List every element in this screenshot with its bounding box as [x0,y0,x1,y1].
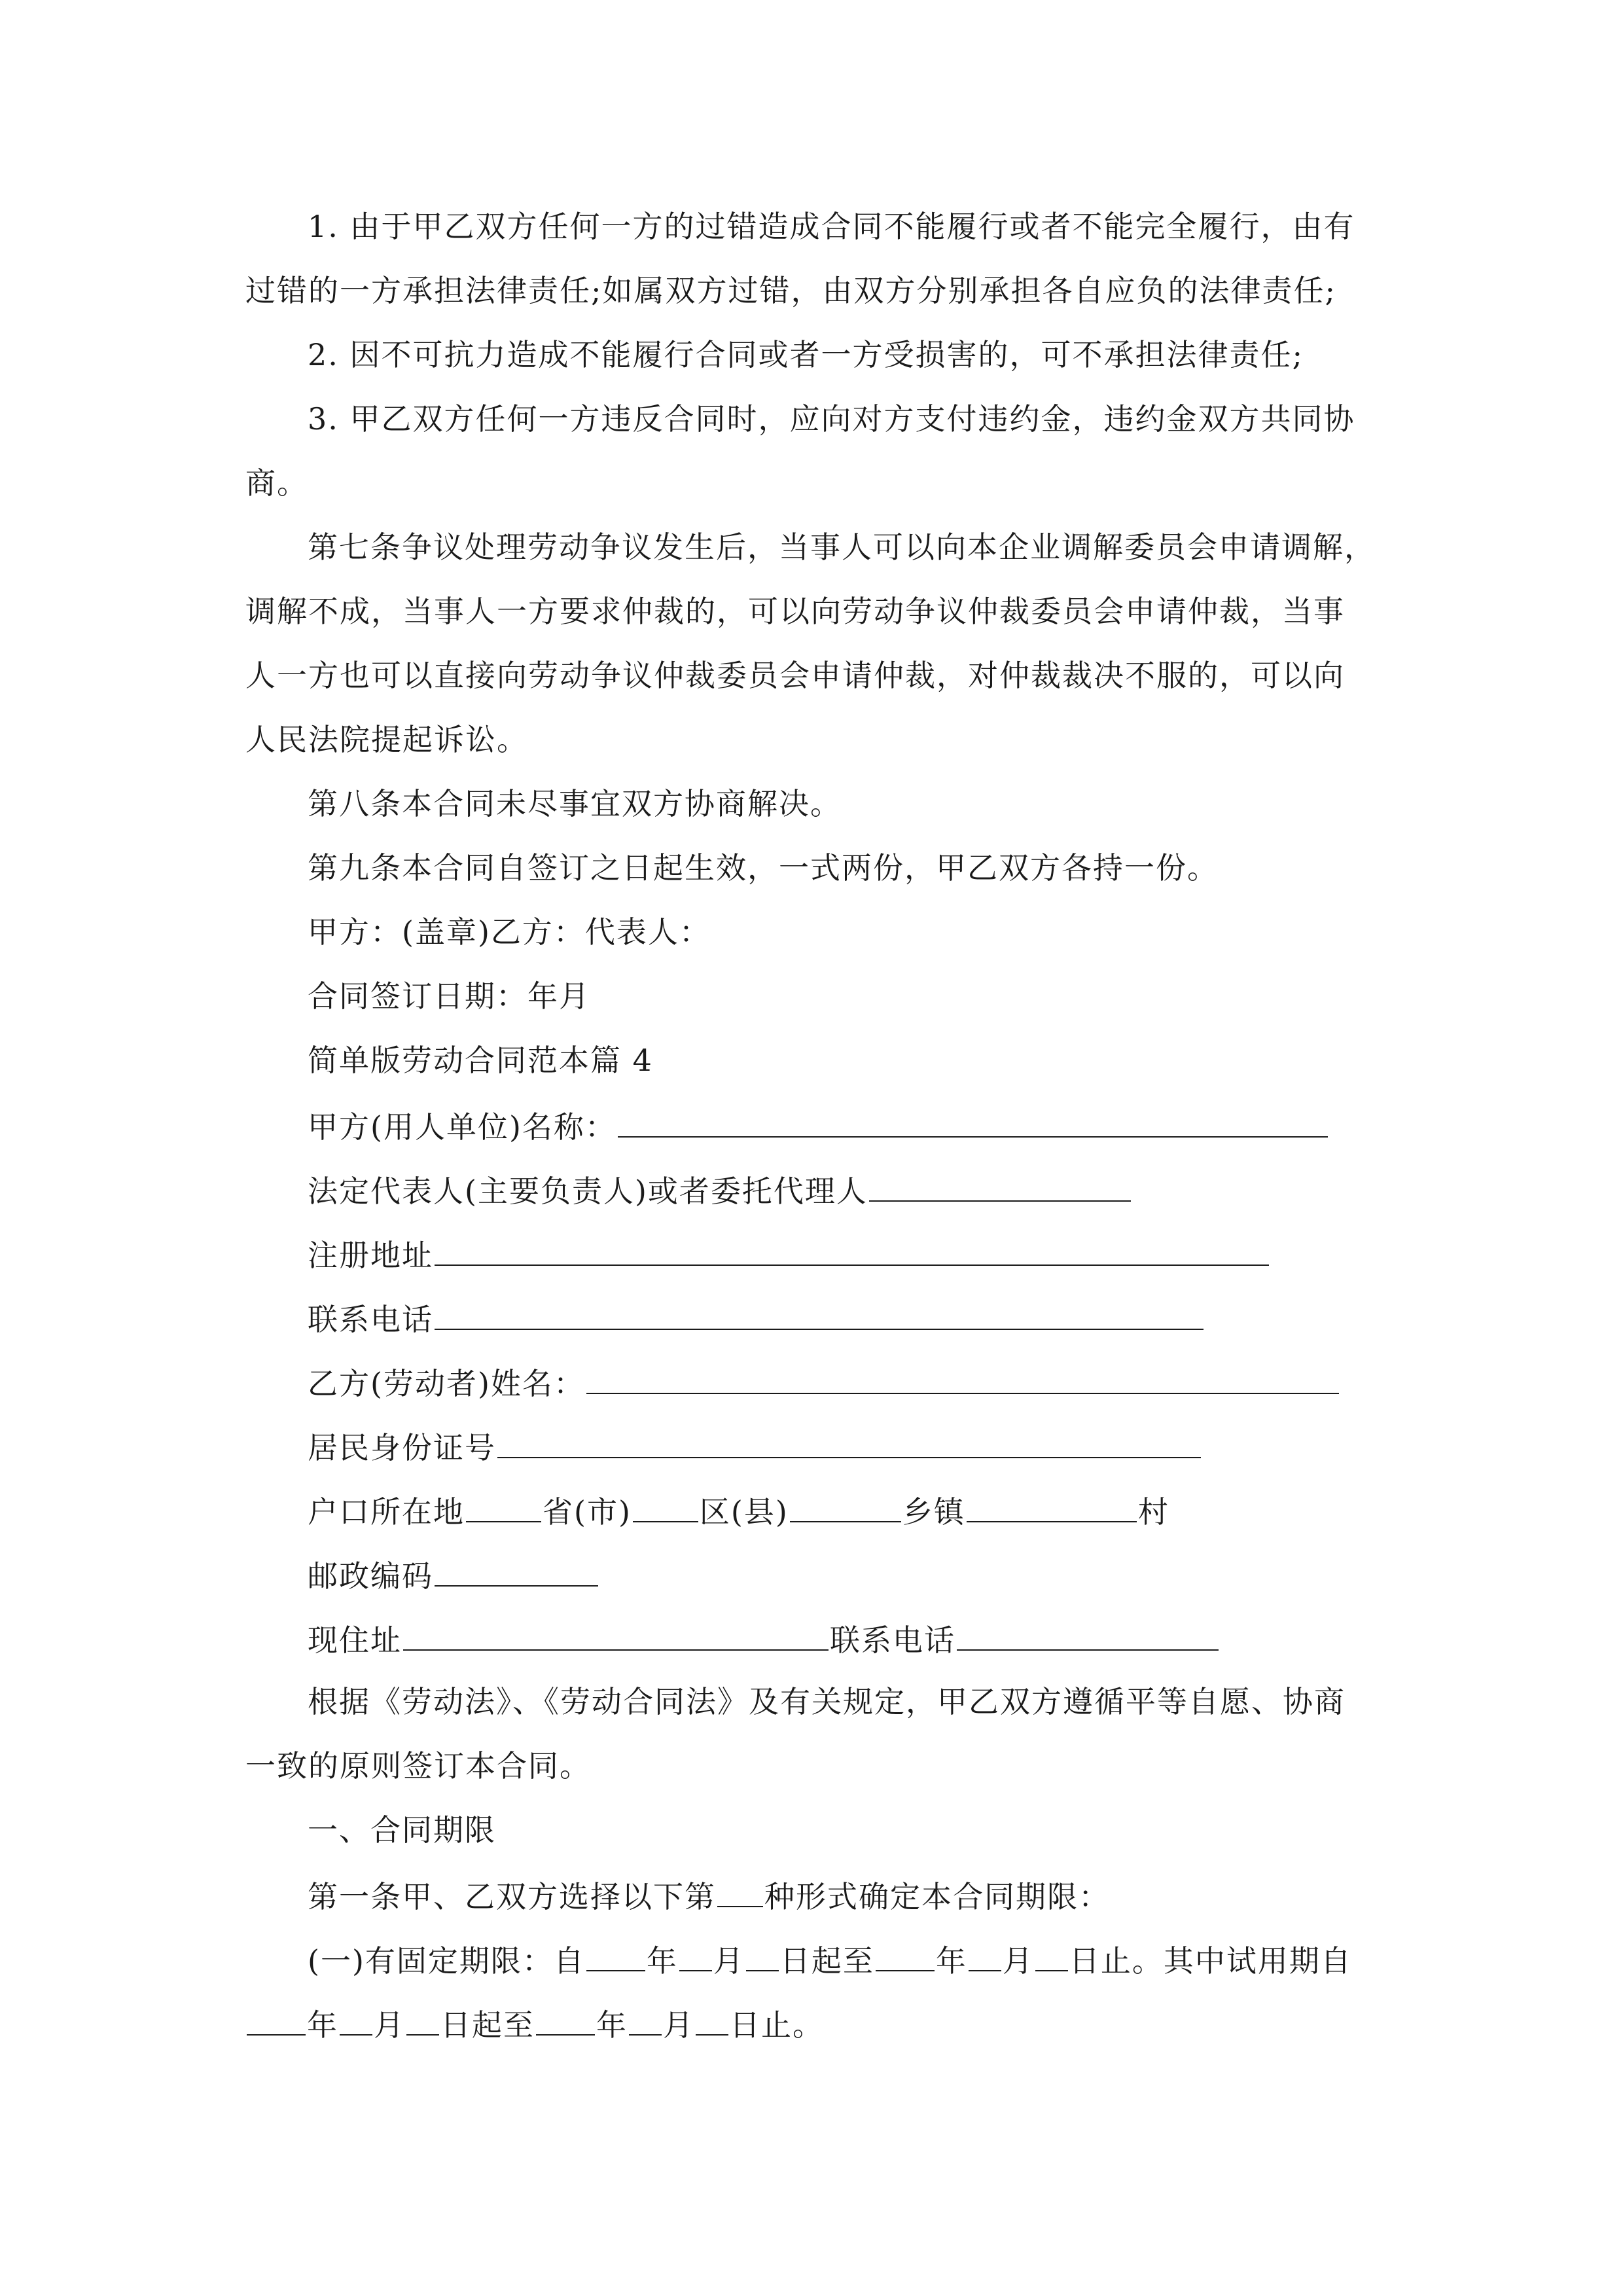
current-address-row [308,1618,1220,1660]
heading-contract-term: 一、合同期限 [308,1812,496,1848]
province-label: 省(市) [543,1494,632,1530]
article-8: 第八条本合同未尽事宜双方协商解决。 [308,786,842,821]
article-7-line-2: 调解不成，当事人一方要求仲裁的，可以向劳动争议仲裁委员会申请仲裁，当事 [245,594,1345,629]
phone-a-row [308,1297,1205,1339]
signing-date: 合同签订日期：年月 [308,978,590,1014]
year-label: 年 [935,1943,967,1979]
party-b-name-label: 乙方(劳动者)姓名： [308,1366,585,1401]
current-address-blank[interactable] [403,1618,829,1651]
probation-start-day-blank[interactable] [406,2003,439,2036]
basis-line-2: 一致的原则签订本合同。 [245,1748,591,1784]
current-address-label: 现住址 [308,1623,402,1658]
probation-end-month-blank[interactable] [629,2003,662,2036]
probation-end-year-blank[interactable] [536,2003,595,2036]
legal-rep-label: 法定代表人(主要负责人)或者委托代理人 [308,1174,868,1209]
probation-start-year-blank[interactable] [247,2003,306,2036]
phone-a-label: 联系电话 [308,1302,433,1337]
month-label: 月 [713,1943,745,1979]
party-b-name-row [308,1361,1340,1403]
article-9: 第九条本合同自签订之日起生效，一式两份，甲乙双方各持一份。 [308,850,1219,886]
probation-end-day-blank[interactable] [696,2003,728,2036]
term-article-1 [308,1874,1110,1916]
reg-address-row [308,1233,1270,1275]
legal-rep-blank[interactable] [869,1169,1131,1202]
clause-1-line-2: 过错的一方承担法律责任;如属双方过错，由双方分别承担各自应负的法律责任; [245,273,1336,308]
year-label: 年 [307,2007,338,2043]
section-title: 简单版劳动合同范本篇 4 [308,1043,653,1078]
end-day-blank[interactable] [1035,1939,1068,1971]
start-month-blank[interactable] [679,1939,712,1971]
year-label: 年 [596,2007,628,2043]
party-a-name-blank[interactable] [618,1105,1328,1138]
reg-address-blank[interactable] [435,1233,1269,1266]
clause-1-line-1: 1. 由于甲乙双方任何一方的过错造成合同不能履行或者不能完全履行，由有 [308,209,1355,244]
end-month-blank[interactable] [969,1939,1001,1971]
term-article-1-suffix: 种形式确定本合同期限： [764,1879,1110,1914]
start-day-blank[interactable] [746,1939,779,1971]
reg-address-label: 注册地址 [308,1238,433,1273]
article-7-line-1: 第七条争议处理劳动争议发生后，当事人可以向本企业调解委员会申请调解， [308,529,1376,565]
household-row [308,1490,1169,1532]
month-label: 月 [663,2007,694,2043]
village-label: 村 [1137,1494,1169,1530]
day-from-label: 日起至 [779,1943,874,1979]
month-label: 月 [1002,1943,1034,1979]
district-blank[interactable] [633,1490,698,1522]
term-form-blank[interactable] [717,1874,763,1907]
id-number-label: 居民身份证号 [308,1430,496,1465]
fixed-term-label: (一)有固定期限：自 [308,1943,585,1979]
article-7-line-3: 人一方也可以直接向劳动争议仲裁委员会申请仲裁，对仲裁裁决不服的，可以向 [245,658,1345,693]
probation-label: 日止。其中试用期自 [1069,1943,1352,1979]
fixed-term-line-1 [308,1939,1352,1981]
household-label: 户口所在地 [308,1494,465,1530]
province-blank[interactable] [466,1490,541,1522]
township-label: 乡镇 [902,1494,965,1530]
basis-line-1: 根据《劳动法》、《劳动合同法》及有关规定，甲乙双方遵循平等自愿、协商 [308,1684,1346,1719]
term-article-1-prefix: 第一条甲、乙双方选择以下第 [308,1879,716,1914]
end-year-blank[interactable] [876,1939,935,1971]
party-a-name-row [308,1105,1329,1147]
postcode-row [308,1554,599,1596]
postcode-label: 邮政编码 [308,1558,433,1594]
phone-a-blank[interactable] [435,1297,1204,1330]
phone-b-blank[interactable] [957,1618,1219,1651]
year-label: 年 [646,1943,678,1979]
clause-2: 2. 因不可抗力造成不能履行合同或者一方受损害的，可不承担法律责任; [308,337,1304,372]
article-7-line-4: 人民法院提起诉讼。 [245,722,528,757]
probation-start-month-blank[interactable] [340,2003,372,2036]
month-label: 月 [374,2007,405,2043]
district-label: 区(县) [699,1494,789,1530]
id-number-blank[interactable] [497,1426,1201,1458]
start-year-blank[interactable] [586,1939,645,1971]
signature-line: 甲方：(盖章)乙方：代表人： [308,914,711,950]
legal-rep-row [308,1169,1132,1211]
township-blank[interactable] [790,1490,901,1522]
party-b-name-blank[interactable] [586,1361,1339,1394]
postcode-blank[interactable] [435,1554,598,1587]
phone-b-label: 联系电话 [830,1623,955,1658]
clause-3-line-1: 3. 甲乙双方任何一方违反合同时，应向对方支付违约金，违约金双方共同协 [308,401,1355,437]
clause-3-line-2: 商。 [245,465,308,501]
village-blank[interactable] [967,1490,1137,1522]
day-from-label: 日起至 [440,2007,535,2043]
party-a-name-label: 甲方(用人单位)名称： [308,1109,616,1145]
id-number-row [308,1426,1202,1467]
day-end-label: 日止。 [730,2007,824,2043]
fixed-term-line-2 [245,2003,824,2045]
